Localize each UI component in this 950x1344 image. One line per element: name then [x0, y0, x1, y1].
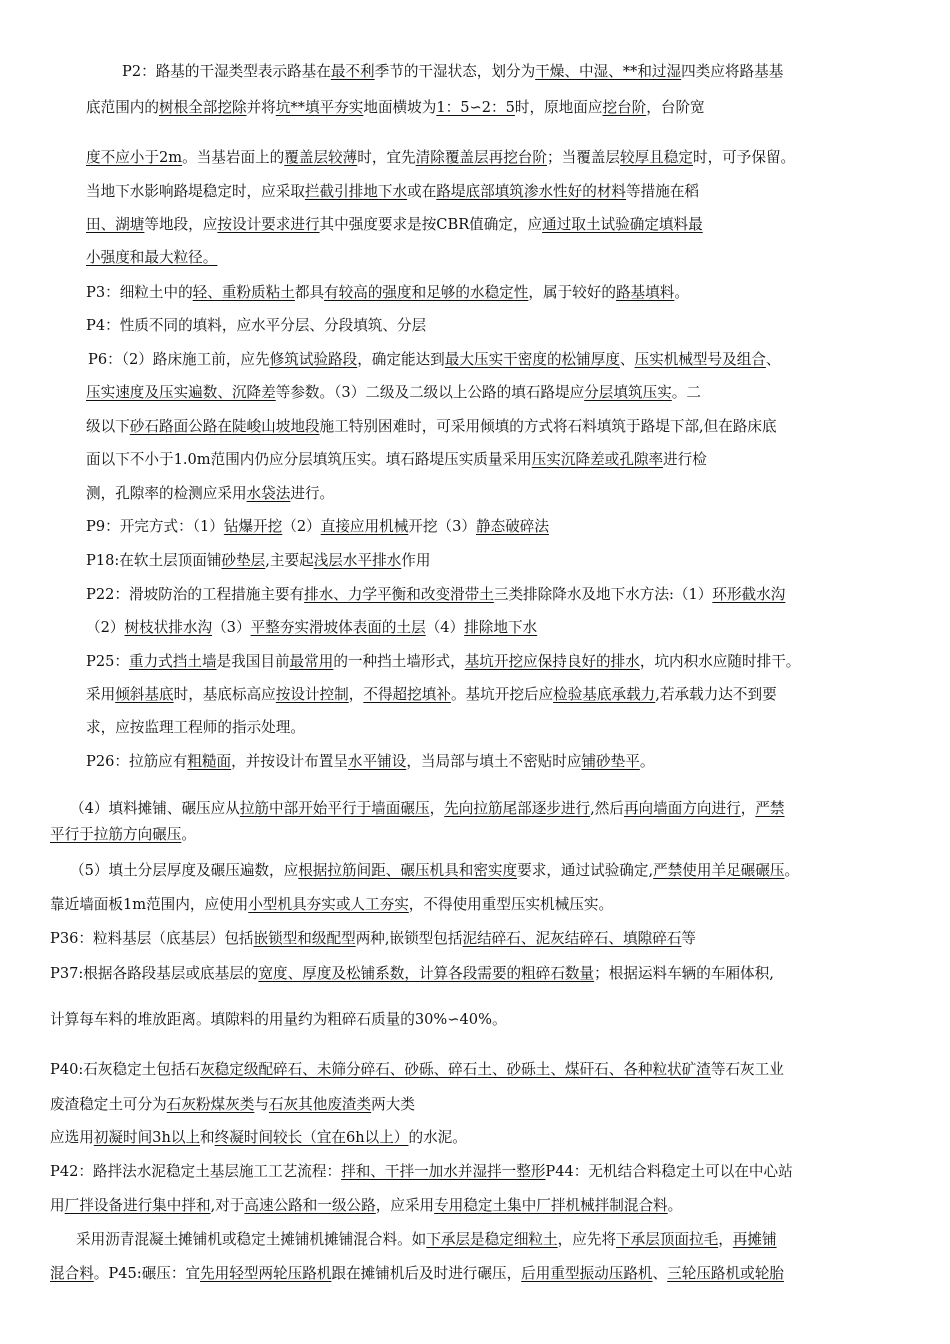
text-span: 都具	[294, 284, 325, 301]
text-span: 。当基岩面上的	[182, 149, 285, 166]
underlined-text: 修筑试验路段	[269, 351, 358, 368]
text-span: 地面横坡为	[363, 99, 437, 116]
text-span: 当地下水影响路堤稳定时，应采取	[86, 183, 305, 200]
underlined-text: 直接应用机械	[320, 518, 409, 535]
underlined-text: 压实机械型号及组合	[634, 351, 766, 368]
underlined-text: 坑**填平夯实	[275, 99, 364, 116]
text-line	[70, 861, 799, 881]
text-span: ，	[740, 800, 756, 817]
text-line	[86, 618, 537, 638]
underlined-text: 砂石路面公路在陡峻山坡地段	[129, 418, 320, 435]
text-span: 等地段，应	[144, 216, 218, 233]
text-line	[86, 718, 305, 738]
text-line	[50, 1060, 784, 1080]
text-line	[50, 1196, 682, 1216]
text-span: 四类应将路基基	[681, 63, 784, 80]
text-span: ，应采用	[375, 1197, 435, 1214]
text-span: 面以下不小于1.0m范围内仍应分层填筑压实。填石路堤压实质量采用	[86, 451, 532, 468]
text-line	[86, 148, 795, 168]
text-span: （4）	[425, 619, 465, 636]
text-line	[86, 283, 689, 303]
text-span: 的一种挡土墙形式，	[333, 653, 465, 670]
text-span: ，台阶宽	[646, 99, 705, 116]
underlined-text: 初凝时间3h以上	[93, 1129, 201, 1146]
text-span: 计算每车料的堆放距离。填隙料的用量约为粗碎石质量的30%∽40%。	[50, 1011, 507, 1028]
underlined-text: 田、湖塘	[86, 216, 145, 233]
text-span: 。	[674, 284, 689, 301]
text-line	[70, 799, 785, 819]
text-span: 等参数。（3）二级及二级以上公路的填石路堤应	[275, 384, 585, 401]
text-span: 用	[50, 1197, 65, 1214]
text-span: ,然后	[590, 800, 624, 817]
underlined-text: 根据拉筋间距、碾压机具和密实度	[298, 862, 518, 879]
underlined-text: 分层填筑压实	[584, 384, 672, 401]
text-span: 等	[681, 930, 697, 947]
underlined-text: 路堤底部填筑渗水性好的材料	[436, 183, 627, 200]
text-span: 。二	[671, 384, 701, 401]
text-line	[86, 752, 654, 772]
underlined-text: 度不应小于2m	[86, 149, 183, 166]
underlined-text: 最不利	[330, 63, 375, 80]
text-line	[76, 1230, 777, 1250]
text-span: 的水泥。	[408, 1129, 467, 1146]
text-span: P9：开完方式：（1）	[86, 518, 224, 535]
text-span: 等石灰工业	[710, 1061, 784, 1078]
text-line	[50, 1095, 415, 1115]
text-span: 时，宜先	[357, 149, 416, 166]
text-span: ，确定能达到	[357, 351, 445, 368]
text-line	[50, 1264, 784, 1284]
underlined-text: 砂垫层	[221, 552, 266, 569]
text-span: 要求，通过试验确定,	[517, 862, 654, 879]
text-span: 时，原地面应	[514, 99, 603, 116]
text-span: 进行。	[290, 485, 335, 502]
text-span: 开挖（3）	[408, 518, 476, 535]
text-span: P2：路基的干湿类型表示路基在	[122, 63, 331, 80]
text-span: P3：细粒土中的	[86, 284, 193, 301]
text-span: 应选用	[50, 1129, 94, 1146]
text-span: 。	[667, 1197, 683, 1214]
text-span: （3）	[212, 619, 251, 636]
underlined-text: 最常用	[289, 653, 334, 670]
underlined-text: 石灰粉煤灰类	[166, 1096, 255, 1113]
underlined-text: 小强度和最大粒径。	[86, 249, 218, 266]
text-span: ，当局部与填土不密贴时应	[406, 753, 582, 770]
underlined-text: 排水、力学平衡和改变滑带土	[304, 586, 494, 603]
underlined-text: 干燥、中湿、**和过湿	[535, 63, 682, 80]
text-span: 。	[181, 826, 196, 843]
text-span: 其中强度要求是按CBR值确定，应	[319, 216, 543, 233]
text-line	[50, 1128, 467, 1148]
text-span: 施工特别困难时，可采用倾填的方式将石料填筑于路堤下部,但在路床底	[319, 418, 777, 435]
text-line	[86, 182, 699, 202]
underlined-text: 下承层是稳定细粒土	[426, 1231, 558, 1248]
underlined-text: 严禁	[755, 800, 785, 817]
text-span: （4）填料摊铺、碾压应从	[70, 800, 240, 817]
text-span: P4：性质不同的填料，应水平分层、分段填筑、分层	[86, 317, 427, 334]
text-span: ，不得使用重型压实机械压实。	[408, 896, 614, 913]
underlined-text: 三轮压路机或轮胎	[667, 1265, 784, 1282]
text-span: 。基坑开挖后应	[450, 686, 554, 703]
underlined-text: 宽度、厚度及松铺系数，计算各段需要的粗碎石数量	[258, 965, 595, 982]
text-span: 底范围内的	[86, 99, 159, 116]
underlined-text: 通过取土试验确定填料最	[542, 216, 703, 233]
text-span: 跟在摊铺机后及时进行碾压，	[331, 1265, 522, 1282]
text-span: 或在	[407, 183, 437, 200]
underlined-text: 先向拉筋尾部逐步进行	[444, 800, 591, 817]
underlined-text: 挖台阶	[602, 99, 647, 116]
text-line	[86, 215, 703, 235]
text-span: ，应先将	[557, 1231, 617, 1248]
text-span: ，	[348, 686, 364, 703]
underlined-text: 压实沉降差或孔隙率	[531, 451, 664, 468]
underlined-text: 钻爆开挖	[223, 518, 283, 535]
text-span: 进行检	[663, 451, 707, 468]
text-span: 。P45:碾压：宜	[93, 1265, 201, 1282]
underlined-text: 树根全部挖除	[158, 99, 247, 116]
text-span: （2）	[86, 619, 125, 636]
text-span: 、	[619, 351, 635, 368]
text-span: 。	[639, 753, 655, 770]
text-line	[50, 964, 774, 984]
underlined-text: 压实速度及压实遍数、沉降差	[86, 384, 276, 401]
text-span: 级以下	[86, 418, 130, 435]
underlined-text: 不得超挖填补	[363, 686, 451, 703]
text-span: 、	[652, 1265, 668, 1282]
underlined-text: 水袋法	[246, 485, 291, 502]
text-span: 作用	[401, 552, 431, 569]
text-line	[86, 417, 777, 437]
text-line	[86, 248, 217, 268]
text-span: 并将	[246, 99, 276, 116]
text-span: 时，可予保留。	[692, 149, 796, 166]
text-line	[50, 929, 696, 949]
underlined-text: 按设计要求进行	[217, 216, 320, 233]
text-span: P25：	[86, 653, 129, 670]
text-span: ，并按设计布置呈	[231, 753, 348, 770]
text-span: ，	[718, 1231, 733, 1248]
underlined-text: 再向墙面方向进行	[623, 800, 741, 817]
underlined-text: 平行于拉筋方向碾压	[50, 826, 182, 843]
text-span: 、	[765, 351, 781, 368]
text-line	[50, 895, 613, 915]
text-span: P44：无机结合料稳定土可以在中心站	[545, 1163, 793, 1180]
underlined-text: 混合料	[50, 1265, 94, 1282]
text-span: ,主要起	[265, 552, 314, 569]
underlined-text: 拦截引排地下水	[304, 183, 408, 200]
text-line	[86, 484, 334, 504]
text-span: 等措施在稻	[626, 183, 700, 200]
text-span: 废渣稳定土可分为	[50, 1096, 167, 1113]
text-line	[86, 383, 701, 403]
text-line	[86, 551, 430, 571]
text-line	[50, 1162, 793, 1182]
text-span: P36：粒料基层（底基层）包括	[50, 930, 254, 947]
text-span: ；根据运料车辆的车厢体积,	[594, 965, 774, 982]
text-span: 两大类	[371, 1096, 415, 1113]
text-span: 采用	[86, 686, 116, 703]
text-line	[86, 98, 705, 118]
text-span: P22：滑坡防治的工程措施主要有	[86, 586, 305, 603]
text-span: P18:在软土层顶面铺	[86, 552, 222, 569]
text-span: 。	[784, 862, 800, 879]
text-span: 求，应按监理工程师的指示处理。	[86, 719, 305, 736]
underlined-text: 有较高的强度和足够的水稳定性	[324, 284, 529, 301]
underlined-text: 严禁使用羊足碾碾压	[653, 862, 785, 879]
text-span: 两种,嵌锁型包括	[355, 930, 463, 947]
underlined-text: 高速公路和一级公路	[244, 1197, 376, 1214]
underlined-text: 再摊铺	[732, 1231, 777, 1248]
text-span: P26：拉筋应有	[86, 753, 188, 770]
underlined-text: 铺砂垫平	[581, 753, 640, 770]
underlined-text: 厂拌设备进行集中拌和	[64, 1197, 211, 1214]
underlined-text: 最大压实干密度的松铺厚度	[444, 351, 620, 368]
underlined-text: 基坑开挖应保持良好的排水	[464, 653, 640, 670]
text-line	[50, 825, 196, 845]
text-span: ；当覆盖层	[547, 149, 620, 166]
underlined-text: 终凝时间较长（宜在6h以上）	[214, 1129, 409, 1146]
underlined-text: 嵌锁型和级配型	[253, 930, 356, 947]
underlined-text: 下承层顶面拉毛	[616, 1231, 719, 1248]
text-line	[50, 1010, 507, 1030]
text-span: 测，孔隙率的检测应采用	[86, 485, 247, 502]
text-span: 三类排除降水及地下水方法:（1）	[493, 586, 713, 603]
text-span: ，属于较好的	[528, 284, 616, 301]
underlined-text: 浅层水平排水	[313, 552, 402, 569]
underlined-text: 平整夯实滑坡体表面的土层	[250, 619, 426, 636]
underlined-text: 小型机具夯实或人工夯实	[248, 896, 409, 913]
underlined-text: 水平铺设	[347, 753, 407, 770]
text-line	[88, 350, 781, 370]
underlined-text: 拌和、干拌一加水并湿拌一整形	[341, 1163, 546, 1180]
text-span: P42：路拌法水泥稳定土基层施工工艺流程：	[50, 1163, 342, 1180]
text-line	[86, 652, 800, 672]
underlined-text: 倾斜基底	[115, 686, 174, 703]
underlined-text: 树枝状排水沟	[124, 619, 213, 636]
text-span: ,若承载力达不到要	[655, 686, 777, 703]
underlined-text: 粗糙面	[187, 753, 232, 770]
text-span: 是我国目前	[216, 653, 290, 670]
underlined-text: 较厚且稳定	[619, 149, 693, 166]
text-span: ，	[429, 800, 445, 817]
underlined-text: 轻、重粉质粘土	[192, 284, 295, 301]
underlined-text: 清除覆盖层再挖台阶	[415, 149, 547, 166]
text-span: 靠近墙面板1m范围内，应使用	[50, 896, 249, 913]
underlined-text: 灰稳定级配碎石、未筛分碎石、砂砾、碎石土、砂砾土、煤矸石、各种粒状矿渣	[200, 1061, 711, 1078]
text-span: P6：（2）路床施工前，应先	[88, 351, 270, 368]
text-line	[86, 517, 549, 537]
underlined-text: 静态破碎法	[475, 518, 549, 535]
text-span: ，坑内积水应随时排干。	[639, 653, 801, 670]
underlined-text: 路基填料	[615, 284, 675, 301]
underlined-text: 重力式挡土墙	[128, 653, 217, 670]
underlined-text: 环形截水沟	[712, 586, 786, 603]
underlined-text: 后用重型振动压路机	[521, 1265, 653, 1282]
text-line	[122, 62, 783, 82]
underlined-text: 先用轻型两轮压路机	[200, 1265, 332, 1282]
text-span: （2）	[282, 518, 321, 535]
underlined-text: 拉筋中部开始平行于墙面碾压	[239, 800, 430, 817]
text-span: 采用沥青混凝土摊铺机或稳定土摊铺机摊铺混合料。如	[76, 1231, 427, 1248]
text-line	[86, 585, 785, 605]
underlined-text: 专用稳定土集中厂拌机械拌制混合料	[434, 1197, 668, 1214]
text-span: 时，基底标高应	[173, 686, 276, 703]
underlined-text: 覆盖层较薄	[284, 149, 358, 166]
text-line	[86, 685, 777, 705]
underlined-text: 排除地下水	[464, 619, 538, 636]
underlined-text: 按设计控制	[275, 686, 349, 703]
text-span: 季节的干湿状态，划分为	[374, 63, 536, 80]
text-span: P40:石灰稳定土包括石	[50, 1061, 201, 1078]
text-line	[86, 450, 707, 470]
underlined-text: 检验基底承载力	[553, 686, 656, 703]
text-span: ,对于	[210, 1197, 245, 1214]
text-span: 和	[200, 1129, 215, 1146]
underlined-text: 石灰其他废渣类	[268, 1096, 372, 1113]
text-span: （5）填土分层厚度及碾压遍数，应	[70, 862, 299, 879]
text-span: 与	[254, 1096, 269, 1113]
text-line	[86, 316, 426, 336]
text-span: P37:根据各路段基层或底基层的	[50, 965, 259, 982]
underlined-text: 1：5∽2：5	[436, 99, 515, 116]
underlined-text: 泥结碎石、泥灰结碎石、填隙碎石	[462, 930, 682, 947]
